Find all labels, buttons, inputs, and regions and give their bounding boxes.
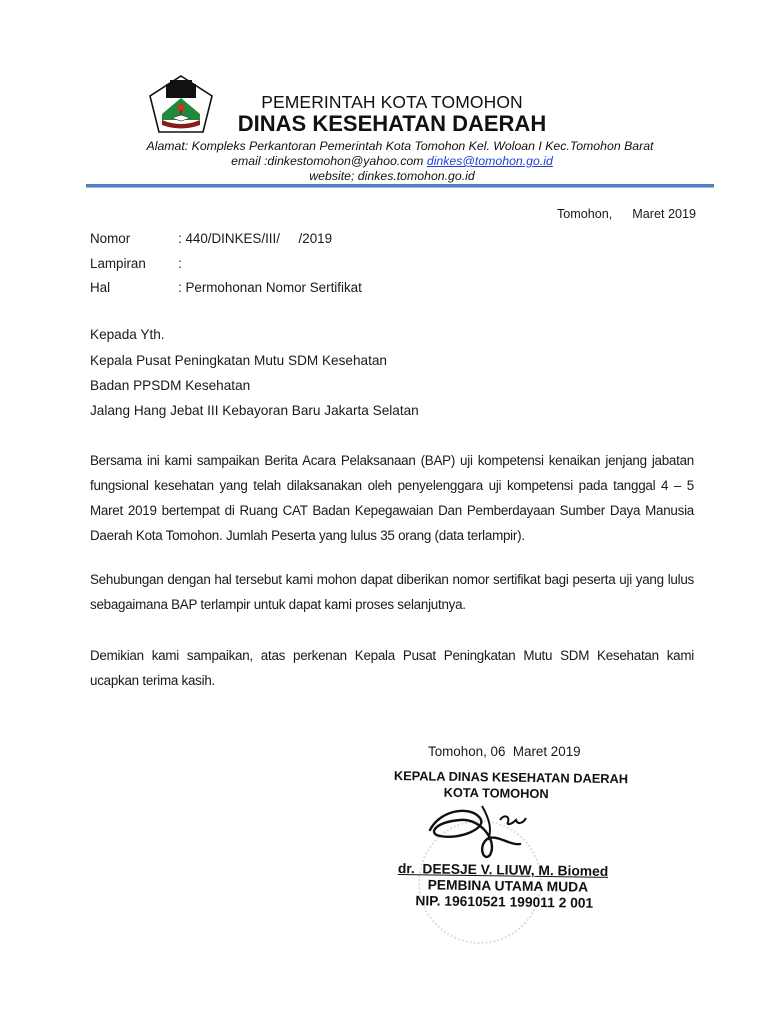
meta-lampiran <box>90 256 182 271</box>
signatory-title-line1: KEPALA DINAS KESEHATAN DAERAH <box>393 768 629 787</box>
letterhead-divider <box>86 184 714 187</box>
body-paragraph: Demikian kami sampaikan, atas perkenan Kepala Pusat Peningkatan Mutu SDM Kesehatan kami ucapkan terima kasih. <box>90 648 694 688</box>
signatory-title-line2: KOTA TOMOHON <box>443 784 549 802</box>
meta-nomor <box>90 231 332 246</box>
meta-hal-label: Hal <box>90 280 111 295</box>
meta-hal-value: : Permohonan Nomor Sertifikat <box>178 280 362 295</box>
body-paragraph: Sehubungan dengan hal tersebut kami mohon dapat diberikan nomor sertifikat bagi peserta uji yang lulus sebagaimana BAP terlampir untuk dapat kami proses selanjutnya. <box>90 572 694 612</box>
meta-lampiran-value: : <box>178 256 182 271</box>
agency-name: DINAS KESEHATAN DAERAH <box>237 111 547 136</box>
recipient-salutation: Kepada Yth. <box>90 327 165 342</box>
agency-email-line <box>0 154 768 168</box>
government-name: PEMERINTAH KOTA TOMOHON <box>261 92 523 112</box>
meta-nomor-value: : 440/DINKES/III/ /2019 <box>178 231 333 246</box>
signer-rank: PEMBINA UTAMA MUDA <box>427 877 589 895</box>
recipient-line: Kepala Pusat Peningkatan Mutu SDM Kesehatan <box>90 353 387 368</box>
recipient-line: Jalang Hang Jebat III Kebayoran Baru Jakarta Selatan <box>90 403 419 418</box>
signatory-title <box>394 768 674 803</box>
meta-lampiran-label: Lampiran <box>90 256 146 271</box>
meta-nomor-label: Nomor <box>90 231 131 246</box>
signer-nip: NIP. 19610521 199011 2 001 <box>415 893 594 911</box>
letter-month-year: Maret 2019 <box>632 207 696 221</box>
meta-hal <box>90 280 362 295</box>
letter-place: Tomohon, <box>556 207 613 221</box>
agency-website: website; dinkes.tomohon.go.id <box>309 169 475 183</box>
email-yahoo: email :dinkestomohon@yahoo.com <box>231 154 424 168</box>
handwritten-signature-icon <box>420 800 550 860</box>
body-paragraph: Bersama ini kami sampaikan Berita Acara Pelaksanaan (BAP) uji kompetensi kenaikan jenjang jabatan fungsional kesehatan yang telah dilaksanakan oleh penyelenggara uji kompetensi pada tanggal 4 – 5 Maret 2019 bertempat di Ruang CAT Badan Kepegawaian Dan Pemberdayaan Sumber Daya Manusia Daerah Kota Tomohon. Jumlah Peserta yang lulus 35 orang (data terlampir). <box>90 453 694 543</box>
agency-address: Alamat: Kompleks Perkantoran Pemerintah Kota Tomohon Kel. Woloan I Kec.Tomohon Barat <box>146 139 654 153</box>
signature-place-date: Tomohon, 06 Maret 2019 <box>428 744 581 759</box>
signer-block <box>397 861 658 912</box>
recipient-line: Badan PPSDM Kesehatan <box>90 378 251 393</box>
letter-date <box>557 207 696 221</box>
signer-name: dr. DEESJE V. LIUW, M. Biomed <box>397 861 609 879</box>
email-link[interactable]: dinkes@tomohon.go.id <box>426 154 553 168</box>
